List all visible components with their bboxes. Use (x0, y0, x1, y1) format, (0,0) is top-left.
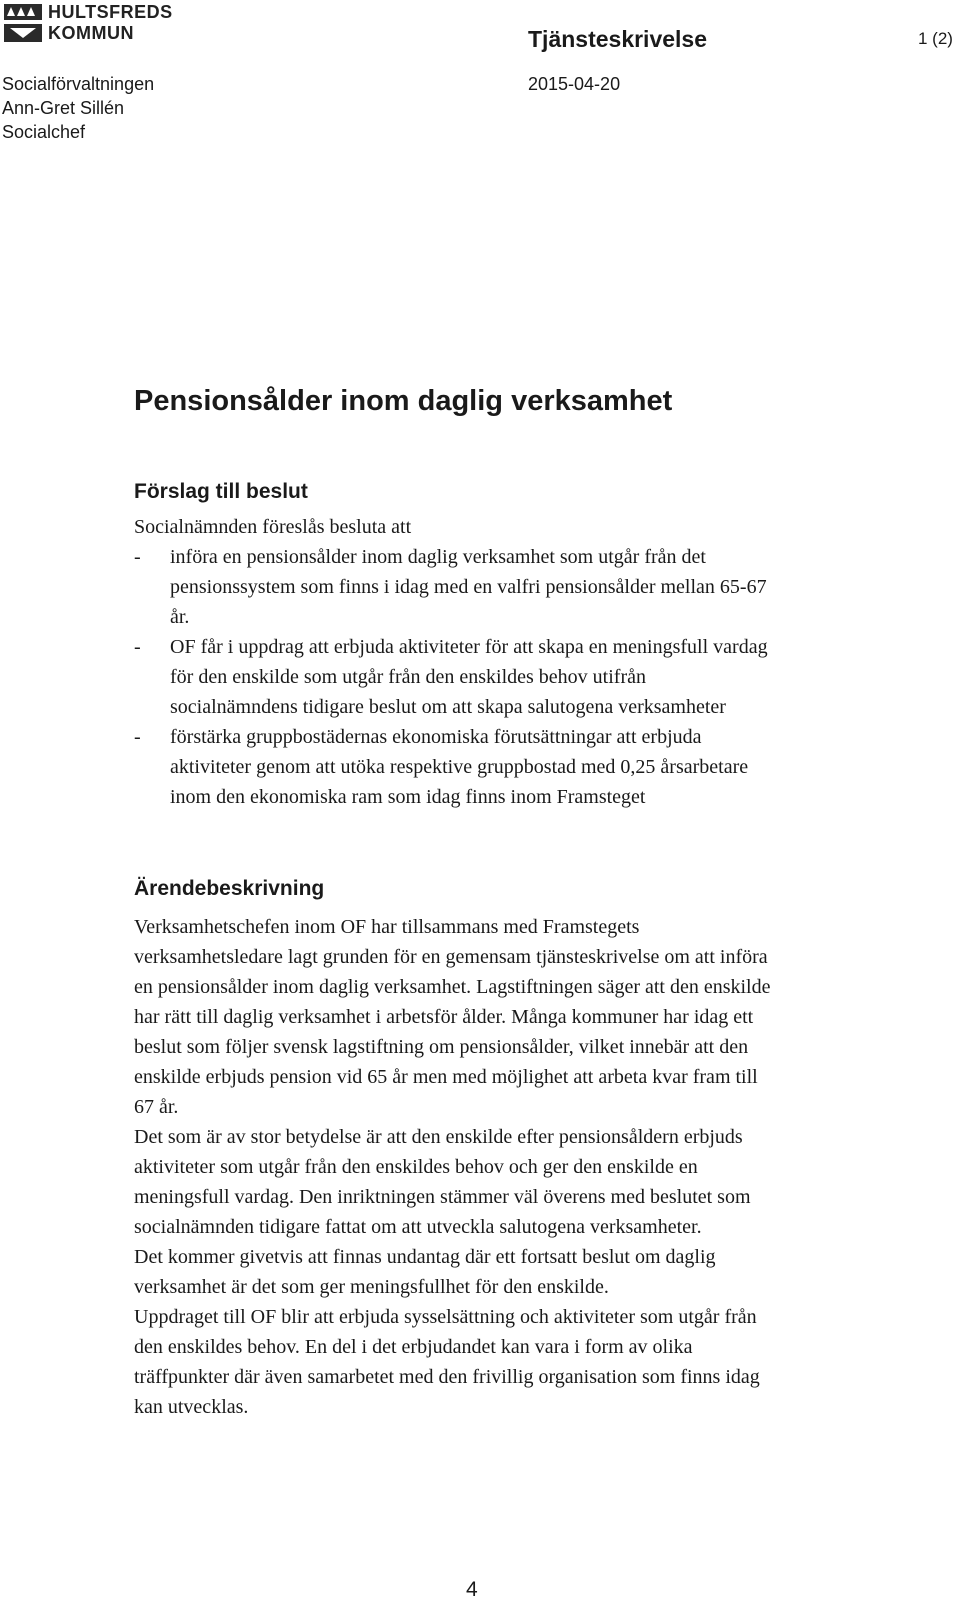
body-line: kan utvecklas. (134, 1396, 249, 1418)
bullet-line: socialnämndens tidigare beslut om att skapa salutogena verksamheter (170, 696, 726, 718)
municipality-logo (2, 2, 192, 44)
body-line: den enskildes behov. En del i det erbjudandet kan vara i form av olika (134, 1336, 693, 1358)
crest-icon (2, 2, 44, 44)
proposal-intro: Socialnämnden föreslås besluta att (134, 516, 412, 538)
bullet-dash: - (134, 726, 141, 748)
body-line: Uppdraget till OF blir att erbjuda sysselsättning och aktiviteter som utgår från (134, 1306, 757, 1328)
logo-text-line1: HULTSFREDS (48, 2, 173, 22)
department: Socialförvaltningen (2, 74, 155, 94)
footer-page-number: 4 (466, 1578, 478, 1601)
bullet-line: förstärka gruppbostädernas ekonomiska förutsättningar att erbjuda (170, 726, 702, 748)
body-line: aktiviteter som utgår från den enskildes behov och ger den enskilde en (134, 1156, 698, 1178)
bullet-line: år. (170, 606, 190, 628)
body-line: en pensionsålder inom daglig verksamhet. Lagstiftningen säger att den enskilde (134, 976, 771, 998)
bullet-line: aktiviteter genom att utöka respektive gruppbostad med 0,25 årsarbetare (170, 756, 749, 778)
page-indicator: 1 (2) (918, 29, 953, 48)
proposal-heading: Förslag till beslut (134, 480, 308, 503)
bullet-line: inom den ekonomiska ram som idag finns inom Framsteget (170, 786, 646, 808)
bullet-line: införa en pensionsålder inom daglig verksamhet som utgår från det (170, 546, 706, 568)
document-type: Tjänsteskrivelse (528, 26, 708, 52)
bullet-line: pensionssystem som finns i idag med en valfri pensionsålder mellan 65-67 (170, 576, 767, 598)
description-heading: Ärendebeskrivning (134, 877, 325, 900)
logo-text-line2: KOMMUN (48, 23, 134, 43)
bullet-line: OF får i uppdrag att erbjuda aktiviteter för att skapa en meningsfull vardag (170, 636, 768, 658)
body-line: Det som är av stor betydelse är att den enskilde efter pensionsåldern erbjuds (134, 1126, 743, 1148)
bullet-dash: - (134, 546, 141, 568)
bullet-dash: - (134, 636, 141, 658)
body-line: verksamhet är det som ger meningsfullhet för den enskilde. (134, 1276, 609, 1298)
body-line: meningsfull vardag. Den inriktningen stämmer väl överens med beslutet som (134, 1186, 751, 1208)
body-line: verksamhetsledare lagt grunden för en gemensam tjänsteskrivelse om att införa (134, 946, 768, 968)
document-date: 2015-04-20 (528, 74, 621, 94)
bullet-line: för den enskilde som utgår från den enskildes behov utifrån (170, 666, 646, 688)
body-line: 67 år. (134, 1096, 179, 1118)
body-line: Verksamhetschefen inom OF har tillsammans med Framstegets (134, 916, 640, 938)
body-line: enskilde erbjuds pension vid 65 år men med möjlighet att arbeta kvar fram till (134, 1066, 758, 1088)
body-line: Det kommer givetvis att finnas undantag där ett fortsatt beslut om daglig (134, 1246, 716, 1268)
body-line: har rätt till daglig verksamhet i arbetsför ålder. Många kommuner har idag ett (134, 1006, 754, 1028)
author-role: Socialchef (2, 122, 86, 142)
page-title: Pensionsålder inom daglig verksamhet (134, 385, 673, 417)
body-line: träffpunkter där även samarbetet med den frivillig organisation som finns idag (134, 1366, 760, 1388)
body-line: socialnämnden tidigare fattat om att utveckla salutogena verksamheter. (134, 1216, 702, 1238)
author-name: Ann-Gret Sillén (2, 98, 125, 118)
body-line: beslut som följer svensk lagstiftning om pensionsålder, vilket innebär att den (134, 1036, 749, 1058)
